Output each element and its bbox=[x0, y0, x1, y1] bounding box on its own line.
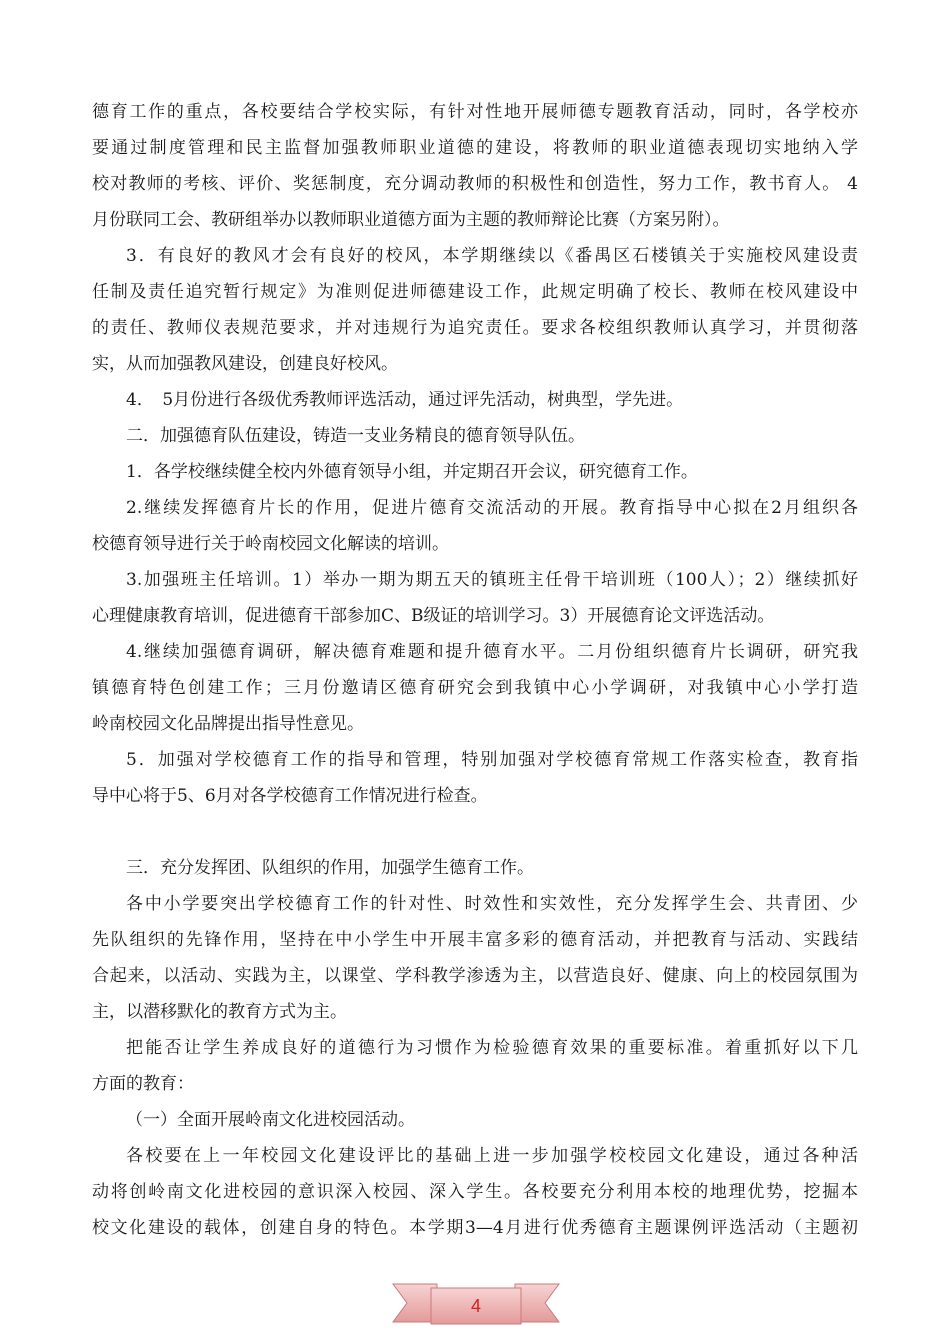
section-heading: 三．充分发挥团、队组织的作用，加强学生德育工作。 bbox=[126, 858, 534, 878]
text-line: 4.继续加强德育调研，解决德育难题和提升德育水平。二月份组织德育片长调研，研究我 bbox=[126, 642, 858, 662]
text-line: 校文化建设的载体，创建自身的特色。本学期3—4月进行优秀德育主题课例评选活动（主题初 bbox=[92, 1218, 858, 1238]
text-line: 要通过制度管理和民主监督加强教师职业道德的建设，将教师的职业道德表现切实地纳入学 bbox=[92, 138, 858, 158]
text-line: 5．加强对学校德育工作的指导和管理，特别加强对学校德育常规工作落实检查，教育指 bbox=[126, 750, 858, 770]
page-footer bbox=[391, 1276, 561, 1336]
text-line: 各校要在上一年校园文化建设评比的基础上进一步加强学校校园文化建设，通过各种活 bbox=[126, 1146, 858, 1166]
subsection-heading: （一）全面开展岭南文化进校园活动。 bbox=[126, 1110, 415, 1130]
text-line: 岭南校园文化品牌提出指导性意见。 bbox=[92, 714, 364, 734]
text-line: 主，以潜移默化的教育方式为主。 bbox=[92, 1002, 347, 1022]
text-line: 3.加强班主任培训。1）举办一期为期五天的镇班主任骨干培训班（100人）；2）继续抓好 bbox=[126, 570, 858, 590]
text-line: 3．有良好的教风才会有良好的校风，本学期继续以《番禺区石楼镇关于实施校风建设责 bbox=[126, 246, 858, 266]
text-line: 的责任、教师仪表规范要求，并对违规行为追究责任。要求各校组织教师认真学习，并贯彻落 bbox=[92, 318, 858, 338]
document-body bbox=[92, 94, 858, 1246]
text-line: 校对教师的考核、评价、奖惩制度，充分调动教师的积极性和创造性，努力工作，教书育人。 4 bbox=[92, 174, 858, 194]
text-line: 2.继续发挥德育片长的作用，促进片德育交流活动的开展。教育指导中心拟在2月组织各 bbox=[126, 498, 858, 518]
text-line: 先队组织的先锋作用，坚持在中小学生中开展丰富多彩的德育活动，并把教育与活动、实践结 bbox=[92, 930, 858, 950]
text-line: 德育工作的重点，各校要结合学校实际，有针对性地开展师德专题教育活动，同时，各学校亦 bbox=[92, 102, 858, 122]
text-line: 月份联同工会、教研组举办以教师职业道德方面为主题的教师辩论比赛（方案另附）。 bbox=[92, 210, 730, 230]
text-line: 导中心将于5、6月对各学校德育工作情况进行检查。 bbox=[92, 786, 488, 806]
text-line: 合起来，以活动、实践为主，以课堂、学科教学渗透为主，以营造良好、健康、向上的校园氛围为 bbox=[92, 966, 858, 986]
text-line: 各中小学要突出学校德育工作的针对性、时效性和实效性，充分发挥学生会、共青团、少 bbox=[126, 894, 858, 914]
text-line: 校德育领导进行关于岭南校园文化解读的培训。 bbox=[92, 534, 449, 554]
text-line: 动将创岭南文化进校园的意识深入校园、深入学生。各校要充分利用本校的地理优势，挖掘本 bbox=[92, 1182, 858, 1202]
blank-line bbox=[92, 814, 858, 850]
section-heading: 二．加强德育队伍建设，铸造一支业务精良的德育领导队伍。 bbox=[126, 426, 585, 446]
text-line: 实，从而加强教风建设，创建良好校风。 bbox=[92, 354, 398, 374]
text-line: 4． 5月份进行各级优秀教师评选活动，通过评先活动，树典型，学先进。 bbox=[126, 390, 684, 410]
text-line: 把能否让学生养成良好的道德行为习惯作为检验德育效果的重要标准。着重抓好以下几 bbox=[126, 1038, 858, 1058]
text-line: 镇德育特色创建工作；三月份邀请区德育研究会到我镇中心小学调研，对我镇中心小学打造 bbox=[92, 678, 858, 698]
text-line: 1．各学校继续健全校内外德育领导小组，并定期召开会议，研究德育工作。 bbox=[126, 462, 698, 482]
text-line: 任制及责任追究暂行规定》为准则促进师德建设工作，此规定明确了校长、教师在校风建设中 bbox=[92, 282, 858, 302]
text-line: 心理健康教育培训，促进德育干部参加C、B级证的培训学习。3）开展德育论文评选活动。 bbox=[92, 606, 775, 626]
text-line: 方面的教育： bbox=[92, 1074, 194, 1094]
page-number: 4 bbox=[470, 1296, 481, 1316]
